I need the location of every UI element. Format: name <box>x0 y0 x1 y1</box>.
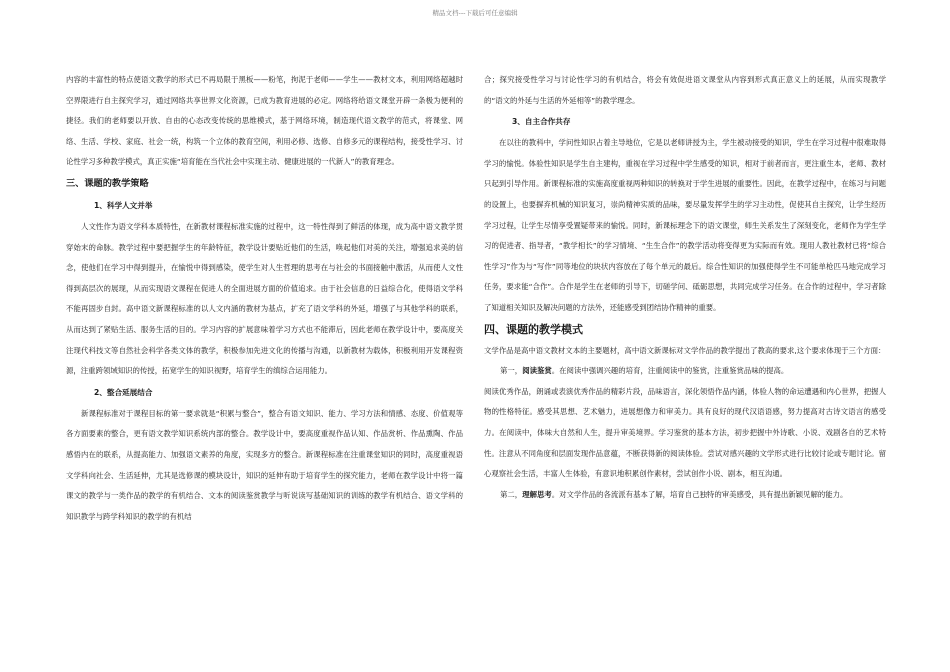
paragraph: 人文性作为语文学科本质特性，在新教材课程标准实施的过程中，这一特性得到了鲜活的体现，成为高中语文教学贯穿始末的命脉。教学过程中要把握学生的年龄特征，教学设计要贴近他们的生活，唤起他们对美的关注，增强追求美的信念，使他们在学习中得到提升，在愉悦中得到感染，使学生对人生哲理的思考在与社会的书面接触中激活，从而使人文性得到高层次的展现，从而实现语文课程在促进人的全面进展方面的价值追求。由于社会信息的日益综合化，使得语文学科不能再固步自封。高中语文新课程标准的以人文内涵的教材为基点，扩充了语文学科的外延，增强了与其他学科的联系，从而达到了紧贴生活、服务生活的目的。学习内容的扩展意味着学习方式也不能滞后，因此老师在教学设计中，要高度关注现代科技文等自然社会科学各类文体的教学，积极参加先进文化的传播与沟通，以新教材为载体，积极利用开发课程资源，注重跨领域知识的传授，拓宽学生的知识视野，培育学生的缜综合运用能力。 <box>66 221 463 376</box>
paragraph: 新课程标准对于课程目标的第一要求就是“积累与整合”，整合有语文知识、能力、学习方法和情感、态度、价值观等各方面要素的整合，更有语文教学知识系统内部的整合。教学设计中，要高度重视作品认知、作品赏析、作品熏陶、作品感悟内在的联系，从提高能力、加强语文素养的角度，实现多方的整合。新课程标准在注重课堂知识的同时，高度重视语文学科向社会、生活延伸，尤其是选修课的模块设计，知识的延伸有助于培育学生的探究能力，老师在教学设计中将一篇课文的教学与一类作品的教学的有机结合、文本的阅读鉴赏教学与听说读写基础知识的训练的教学有机结合、语文学科的知识教学与跨学科知识的教学的有机结 <box>66 408 463 521</box>
item-prefix: 第二， <box>500 489 523 499</box>
section-heading: 三、课题的教学策略 <box>66 177 149 189</box>
paragraph: 阅读优秀作品，朗诵或表演优秀作品的精彩片段，品味语言，深化领悟作品内涵，体验人物的命运遭遇和内心世界，把握人物的性格特征。感受其思想、艺术魅力，进展想像力和审美力。具有良好的现代汉语语感，努力提高对古诗文语言的感受力。在阅读中，体味大自然和人生，提升审美境界。学习鉴赏的基本方法，初步把握中外诗歌、小说、戏剧各自的艺术特性。注意从不同角度和层面发现作品意蕴，不断获得新的阅读体验。尝试对感兴趣的文学形式进行比较讨论或专题讨论。留心观察社会生活，丰富人生体验，有意识地积累创作素材，尝试创作小说、剧本，相互沟通。 <box>484 386 886 479</box>
subsection-heading: 1、科学人文并举 <box>94 200 153 210</box>
left-column <box>66 70 463 527</box>
right-column <box>484 70 886 505</box>
term-bold: 阅读鉴赏 <box>522 366 552 376</box>
paragraph: 合；探究接受性学习与讨论性学习的有机结合，将会有效促进语文课堂从内容到形式真正意义上的延展，从而实现教学的“语文的外延与生活的外延相等”的教学理念。 <box>484 75 886 105</box>
item-text: 。在阅读中强调兴趣的培育，注重阅读中的鉴赏，注重鉴赏品味的提高。 <box>551 366 789 376</box>
section-heading: 四、课题的教学模式 <box>484 322 583 336</box>
subsection-heading: 3、自主合作共存 <box>512 117 571 127</box>
page-header: 精品文档---下载后可任意编辑 <box>432 9 518 17</box>
paragraph <box>484 361 886 382</box>
subsection-heading: 2、整合延展结合 <box>94 387 153 397</box>
paragraph: 文学作品是高中语文教材文本的主要题材，高中语文新课标对文学作品的教学提出了教高的要求,这个要求体现于三个方面： <box>484 345 886 355</box>
paragraph <box>484 485 886 506</box>
term-bold: 理解思考 <box>522 489 552 499</box>
item-prefix: 第一， <box>500 366 523 376</box>
paragraph: 在以往的教科中，学问性知识占着主导地位，它是以老师讲授为主，学生被动接受的知识，学生在学习过程中很难取得学习的愉悦。体验性知识是学生自主建构，重视在学习过程中学生感受的知识，相对于前者而言，更注重生本，老师、教材只起到引导作用。新课程标准的实施高度重视两种知识的转换对于学生进展的重要性。因此，在教学过程中，在练习与问题的设置上，也要摒弃机械的知识复习，崇尚精神实质的品味，要尽量发挥学生的学习主动性，促使其自主探究，让学生经历学习过程，让学生尽情享受置疑带来的愉悦。同时，新课标理念下的语文课堂，师生关系发生了深刻变化，老师作为学生学习的促进者、指导者，“教学相长”的学习情境、“生生合作”的教学活动将变得更为实际而有效。现用人教社教材已将“综合性学习”作为与“写作”同等地位的块状内容放在了每个单元的最后。综合性知识的加强使得学生不可能单枪匹马地完成学习任务，要求能“合作”。合作是学生在老师的引导下，切磋学问、砥砺思想，共同完成学习任务。在合作的过程中，学习者除了知道相关知识及解决问题的方法外，还能感受到团结协作精神的重要。 <box>484 138 886 312</box>
item-text: 。对文学作品的各流派有基本了解，培育自己独特的审美感受，具有提出新颖见解的能力。 <box>551 489 848 499</box>
paragraph: 内容的丰富性的特点使语文教学的形式已不再局限于黑板——粉笔，拘泥于老师——学生——教材文本，利用网络超越时空界限进行自主探究学习，通过网络共享世界文化资源，已成为教育进展的必定。网络将给语文课堂开辟一条极为便利的捷径。我们的老师要以开放、自由的心态改变传统的思维模式，基于网络环境，制造现代语文教学的范式，将课堂、网络、生活、学校、家庭、社会一统，构筑一个立体的教育空间，利用必修、选修、自修多元的课程结构，接受性学习、讨论性学习多种教学模式，真正实施“培育能在当代社会中实现主动、健康进展的一代新人”的教育理念。 <box>66 75 463 167</box>
